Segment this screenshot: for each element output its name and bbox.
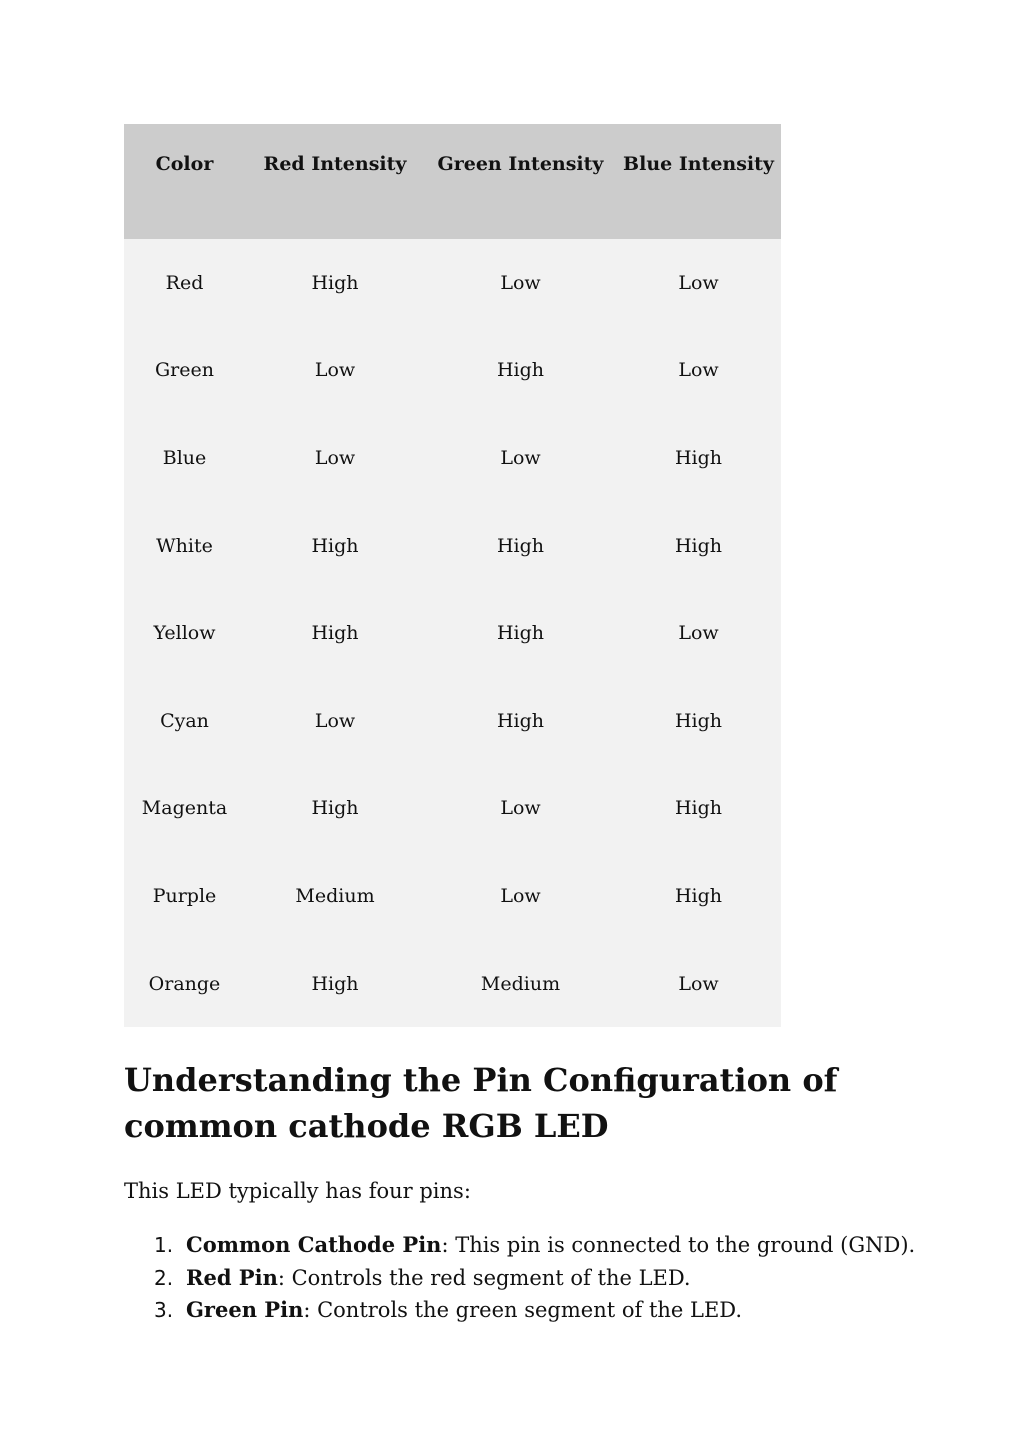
table-row xyxy=(124,677,781,765)
header-green-intensity: Green Intensity xyxy=(425,124,616,239)
table-row xyxy=(124,940,781,1028)
table-row xyxy=(124,327,781,415)
table-cell: Low xyxy=(500,884,541,907)
table-cell: High xyxy=(496,534,545,557)
table-cell: High xyxy=(674,884,723,907)
table-cell: High xyxy=(311,797,359,820)
table-cell: Low xyxy=(314,709,356,732)
table-cell: High xyxy=(496,622,545,645)
header-blue-intensity: Blue Intensity xyxy=(616,124,781,239)
table-cell: High xyxy=(311,534,359,557)
table-row xyxy=(124,239,781,327)
table-cell: Low xyxy=(678,359,719,382)
table-cell: Blue xyxy=(162,446,207,469)
pin-name: Green Pin xyxy=(186,1297,304,1323)
table-cell: Low xyxy=(678,972,719,995)
table-cell: Low xyxy=(314,359,356,382)
intro-paragraph: This LED typically has four pins: xyxy=(124,1179,471,1204)
pin-name: Red Pin xyxy=(186,1264,278,1290)
list-item xyxy=(124,1262,914,1295)
table-cell: High xyxy=(496,709,545,732)
list-number: 1. xyxy=(154,1233,174,1258)
table-cell: Purple xyxy=(152,884,217,907)
table-cell: Low xyxy=(678,271,719,294)
header-red-intensity: Red Intensity xyxy=(245,124,425,239)
table-cell: High xyxy=(674,534,723,557)
table-cell: Magenta xyxy=(141,797,228,820)
table-cell: High xyxy=(674,709,723,732)
table-cell: Cyan xyxy=(160,709,209,732)
table-cell: Low xyxy=(500,797,541,820)
table-cell: White xyxy=(156,534,213,557)
table-row xyxy=(124,765,781,853)
list-number: 2. xyxy=(154,1265,174,1290)
table-cell: High xyxy=(674,446,723,469)
table-cell: High xyxy=(311,972,359,995)
table-cell: Yellow xyxy=(153,622,216,645)
table-cell: Green xyxy=(155,359,214,382)
table-cell: Orange xyxy=(148,972,221,995)
table-row xyxy=(124,502,781,590)
table-row xyxy=(124,589,781,677)
pin-description: : Controls the red segment of the LED. xyxy=(277,1265,691,1290)
list-item xyxy=(124,1294,914,1327)
header-color: Color xyxy=(124,124,245,239)
table-cell: Low xyxy=(678,622,719,645)
pin-name: Common Cathode Pin xyxy=(186,1232,442,1258)
document-page xyxy=(124,124,914,1327)
table-cell: Low xyxy=(500,271,541,294)
table-cell: Medium xyxy=(295,884,375,907)
table-cell: Low xyxy=(314,446,356,469)
table-cell: High xyxy=(311,271,359,294)
table-cell: High xyxy=(496,359,545,382)
table-row xyxy=(124,414,781,502)
section-heading: Understanding the Pin Configuration of common cathode RGB LED xyxy=(124,1061,838,1146)
table-cell: Low xyxy=(500,446,541,469)
table-cell: High xyxy=(311,622,359,645)
table-cell: Red xyxy=(165,271,204,294)
list-number: 3. xyxy=(154,1298,174,1323)
color-intensity-table xyxy=(124,124,781,1027)
table-row xyxy=(124,852,781,940)
list-item xyxy=(124,1229,914,1262)
pin-list xyxy=(124,1229,914,1327)
table-header-row xyxy=(124,124,781,239)
pin-description: : Controls the green segment of the LED. xyxy=(303,1298,743,1323)
table-cell: Medium xyxy=(480,972,561,995)
table-cell: High xyxy=(674,797,723,820)
pin-description: : This pin is connected to the ground (GND). xyxy=(441,1233,916,1258)
